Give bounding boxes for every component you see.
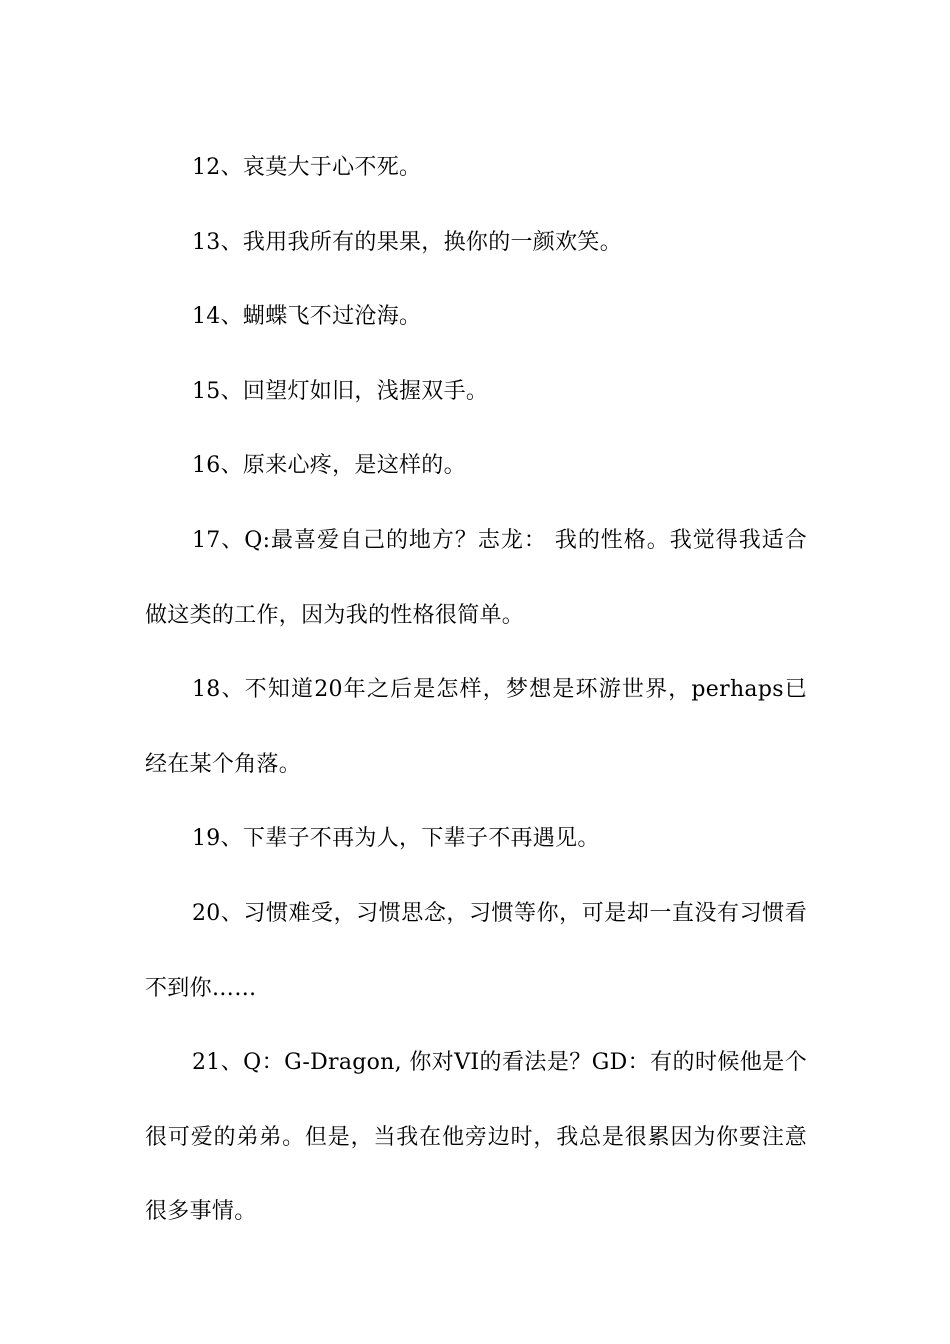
document-body [145,131,807,1250]
paragraph-18: 18、不知道20年之后是怎样，梦想是环游世界，perhaps已经在某个角落。 [145,677,807,777]
paragraph-19: 19、下辈子不再为人，下辈子不再遇见。 [192,826,600,852]
paragraph-21: 21、Q：G-Dragon, 你对VI的看法是？GD：有的时候他是个很可爱的弟弟。但是，当我在他旁边时，我总是很累因为你要注意很多事情。 [145,1050,807,1225]
paragraph-20: 20、习惯难受，习惯思念，习惯等你，可是却一直没有习惯看不到你…… [145,900,807,1001]
paragraph-13: 13、我用我所有的果果，换你的一颜欢笑。 [192,229,622,255]
paragraph-14: 14、蝴蝶飞不过沧海。 [192,304,422,330]
paragraph-12: 12、哀莫大于心不死。 [192,155,422,180]
paragraph-15: 15、回望灯如旧，浅握双手。 [192,378,489,404]
paragraph-17: 17、Q:最喜爱自己的地方？志龙： 我的性格。我觉得我适合做这类的工作，因为我的性格很简单。 [145,527,807,628]
paragraph-16: 16、原来心疼，是这样的。 [192,453,466,479]
